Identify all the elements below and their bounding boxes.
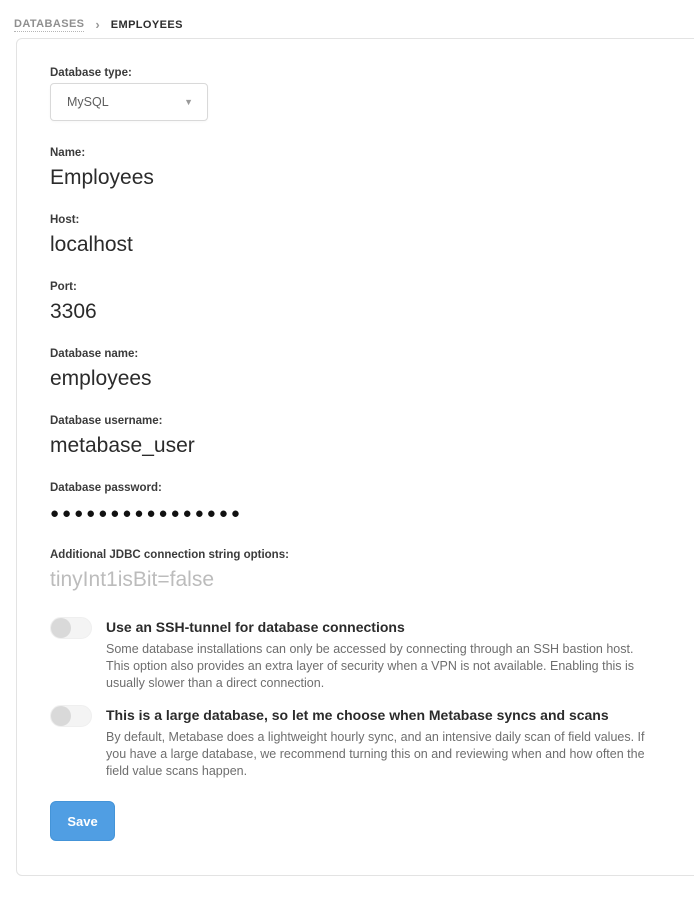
chevron-down-icon: ▼: [184, 96, 193, 107]
large-database-toggle[interactable]: [50, 705, 92, 727]
port-field-group: [50, 281, 668, 329]
name-field-group: [50, 147, 668, 195]
port-input[interactable]: [50, 295, 470, 329]
database-type-field: [50, 67, 668, 121]
database-password-input[interactable]: [50, 496, 470, 530]
save-button[interactable]: Save: [50, 801, 115, 841]
breadcrumb: [0, 0, 694, 38]
name-label: Name:: [50, 147, 86, 159]
jdbc-options-label: Additional JDBC connection string options:: [50, 549, 289, 561]
database-name-input[interactable]: [50, 362, 470, 396]
ssh-tunnel-toggle-knob: [51, 618, 71, 638]
database-type-selected-value: MySQL: [67, 95, 109, 109]
large-database-section: [50, 704, 668, 780]
database-type-label: Database type:: [50, 67, 132, 79]
ssh-tunnel-description: Some database installations can only be accessed by connecting through an SSH bastion host. This option also provides an extra layer of security when a VPN is not available. Enabling this is usually slower than a direct connection.: [106, 642, 635, 690]
port-label: Port:: [50, 281, 77, 293]
database-name-field-group: [50, 348, 668, 396]
large-database-text: [106, 704, 646, 780]
database-form-card: [16, 38, 694, 876]
name-input[interactable]: [50, 161, 470, 195]
large-database-description: By default, Metabase does a lightweight hourly sync, and an intensive daily scan of field values. If you have a large database, we recommend turning this on and reviewing when and how often the field value scans happen.: [106, 730, 645, 778]
host-input[interactable]: [50, 228, 470, 262]
chevron-right-icon: ›: [95, 16, 100, 32]
database-username-field-group: [50, 415, 668, 463]
database-username-label: Database username:: [50, 415, 163, 427]
ssh-tunnel-title: Use an SSH-tunnel for database connections: [106, 619, 405, 635]
ssh-tunnel-text: [106, 616, 646, 692]
jdbc-options-input[interactable]: [50, 563, 470, 597]
database-password-field-group: [50, 482, 668, 530]
breadcrumb-databases-link[interactable]: DATABASES: [14, 18, 85, 30]
jdbc-options-field-group: [50, 549, 668, 597]
database-name-label: Database name:: [50, 348, 139, 360]
breadcrumb-current-employees: EMPLOYEES: [110, 19, 183, 31]
database-password-label: Database password:: [50, 482, 162, 494]
host-label: Host:: [50, 214, 80, 226]
large-database-toggle-knob: [51, 706, 71, 726]
large-database-title: This is a large database, so let me choose when Metabase syncs and scans: [106, 707, 609, 723]
host-field-group: [50, 214, 668, 262]
ssh-tunnel-toggle[interactable]: [50, 617, 92, 639]
ssh-tunnel-section: [50, 616, 668, 692]
database-username-input[interactable]: [50, 429, 470, 463]
database-type-select[interactable]: [50, 83, 208, 121]
